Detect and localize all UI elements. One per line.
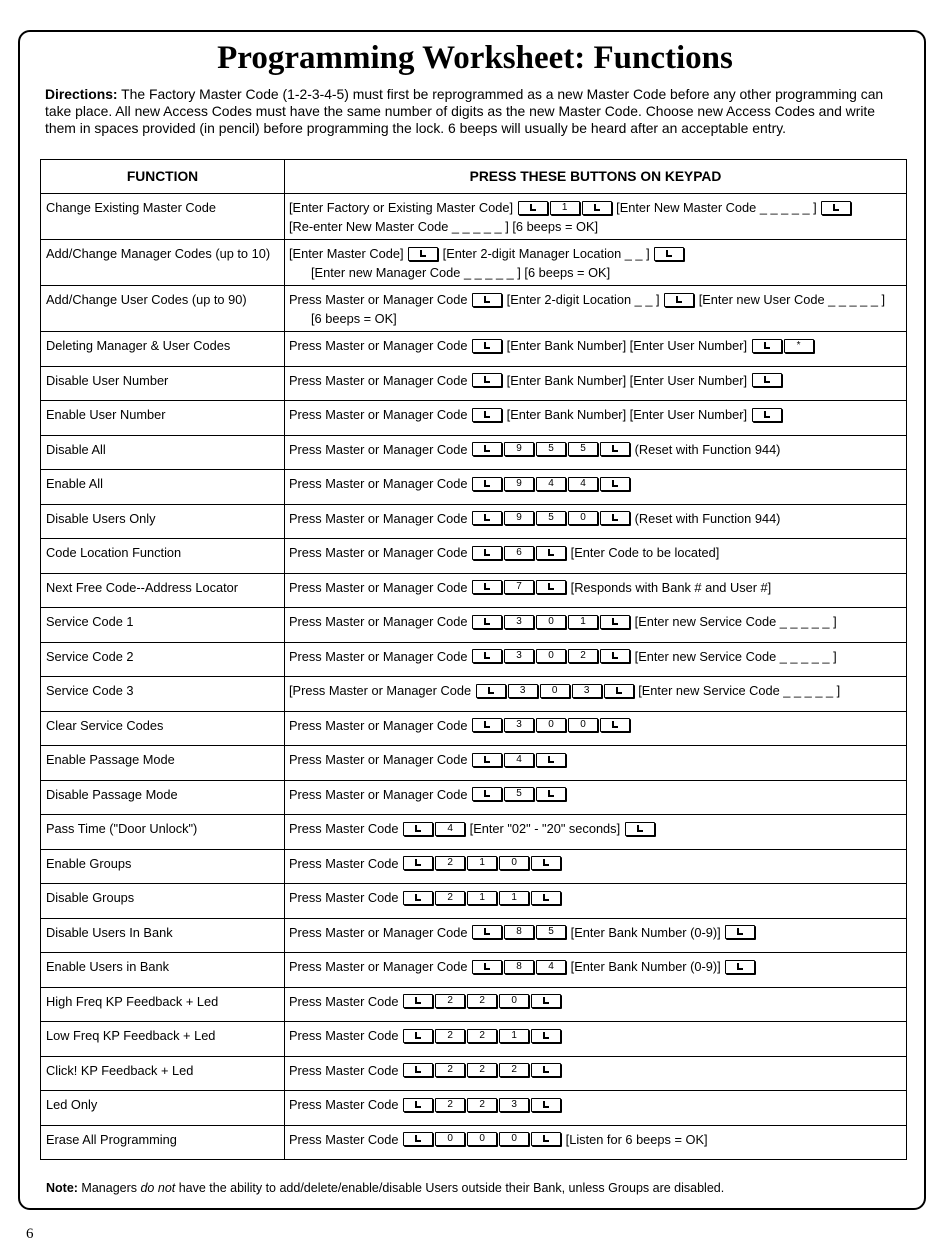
enter-key-icon bbox=[472, 511, 502, 525]
instruction-text: Press Master or Manager Code bbox=[289, 545, 472, 560]
function-name-cell: Disable Passage Mode bbox=[41, 780, 285, 815]
functions-table bbox=[40, 159, 907, 1160]
table-row bbox=[41, 711, 907, 746]
enter-key-icon bbox=[403, 891, 433, 905]
enter-key-icon bbox=[752, 373, 782, 387]
function-name-cell: Service Code 1 bbox=[41, 608, 285, 643]
table-row bbox=[41, 240, 907, 286]
enter-key-icon bbox=[408, 247, 438, 261]
keypad-instruction-line bbox=[289, 338, 902, 354]
digit-key-icon: 0 bbox=[568, 718, 598, 732]
digit-key-icon: 3 bbox=[508, 684, 538, 698]
enter-key-icon bbox=[531, 1063, 561, 1077]
keypad-instruction-line bbox=[289, 718, 902, 734]
enter-key-icon bbox=[472, 649, 502, 663]
digit-key-icon: 6 bbox=[504, 546, 534, 560]
digit-key-icon: 8 bbox=[504, 925, 534, 939]
enter-key-icon bbox=[600, 615, 630, 629]
instruction-text: Press Master or Manager Code bbox=[289, 338, 472, 353]
digit-key-icon: 3 bbox=[504, 718, 534, 732]
digit-key-icon: 1 bbox=[499, 1029, 529, 1043]
keypad-instruction-line bbox=[289, 246, 902, 262]
instruction-text: Press Master Code bbox=[289, 1131, 403, 1147]
enter-key-icon bbox=[604, 684, 634, 698]
table-row bbox=[41, 1056, 907, 1091]
star-key-icon: * bbox=[784, 339, 814, 353]
instruction-text: [Enter new Service Code _ _ _ _ _ ] bbox=[631, 648, 837, 664]
table-body bbox=[41, 194, 907, 1160]
enter-key-icon bbox=[536, 546, 566, 560]
keypad-sequence-cell bbox=[285, 987, 907, 1022]
instruction-text: [Enter new User Code _ _ _ _ _ ] bbox=[695, 292, 886, 307]
enter-key-icon bbox=[472, 373, 502, 387]
function-name-cell: Erase All Programming bbox=[41, 1125, 285, 1160]
table-row bbox=[41, 849, 907, 884]
function-name-cell: Add/Change User Codes (up to 90) bbox=[41, 286, 285, 332]
instruction-text: Press Master or Manager Code bbox=[289, 614, 472, 629]
keypad-instruction-line bbox=[289, 219, 902, 234]
digit-key-icon: 9 bbox=[504, 511, 534, 525]
digit-key-icon: 2 bbox=[435, 1063, 465, 1077]
keypad-instruction-line bbox=[289, 614, 902, 630]
table-row bbox=[41, 918, 907, 953]
function-name-cell: Disable User Number bbox=[41, 366, 285, 401]
digit-key-icon: 3 bbox=[572, 684, 602, 698]
keypad-instruction-line bbox=[289, 821, 902, 837]
table-row bbox=[41, 780, 907, 815]
instruction-text: [Listen for 6 beeps = OK] bbox=[562, 1131, 708, 1147]
instruction-text: [Enter Bank Number] [Enter User Number] bbox=[503, 338, 751, 353]
enter-key-icon bbox=[752, 339, 782, 353]
table-row bbox=[41, 435, 907, 470]
digit-key-icon: 1 bbox=[499, 891, 529, 905]
note-emphasis: do not bbox=[140, 1181, 176, 1195]
enter-key-icon bbox=[531, 856, 561, 870]
table-row bbox=[41, 884, 907, 919]
digit-key-icon: 0 bbox=[435, 1132, 465, 1146]
table-row bbox=[41, 194, 907, 240]
keypad-instruction-line bbox=[289, 580, 902, 596]
table-row bbox=[41, 1091, 907, 1126]
enter-key-icon bbox=[472, 718, 502, 732]
enter-key-icon bbox=[600, 718, 630, 732]
digit-key-icon: 3 bbox=[504, 649, 534, 663]
enter-key-icon bbox=[403, 1063, 433, 1077]
keypad-sequence-cell bbox=[285, 286, 907, 332]
enter-key-icon bbox=[472, 408, 502, 422]
function-name-cell: Next Free Code--Address Locator bbox=[41, 573, 285, 608]
keypad-instruction-line bbox=[289, 545, 902, 561]
keypad-instruction-line bbox=[289, 511, 902, 527]
instruction-text: [Enter 2-digit Manager Location _ _ ] bbox=[439, 246, 654, 261]
instruction-text: Press Master or Manager Code bbox=[289, 959, 472, 974]
function-name-cell: Disable Users In Bank bbox=[41, 918, 285, 953]
directions-paragraph bbox=[45, 86, 905, 137]
enter-key-icon bbox=[536, 753, 566, 767]
keypad-sequence-cell bbox=[285, 332, 907, 367]
instruction-text: [Enter Bank Number] [Enter User Number] bbox=[503, 407, 751, 422]
keypad-sequence-cell bbox=[285, 746, 907, 781]
function-name-cell: Clear Service Codes bbox=[41, 711, 285, 746]
note-text-before: Managers bbox=[77, 1181, 141, 1195]
instruction-text: Press Master Code bbox=[289, 1028, 403, 1043]
digit-key-icon: 0 bbox=[467, 1132, 497, 1146]
keypad-instruction-line bbox=[289, 683, 902, 699]
instruction-text: [Enter Factory or Existing Master Code] bbox=[289, 200, 517, 215]
enter-key-icon bbox=[582, 201, 612, 215]
digit-key-icon: 3 bbox=[499, 1098, 529, 1112]
function-name-cell: Service Code 3 bbox=[41, 677, 285, 712]
enter-key-icon bbox=[403, 1098, 433, 1112]
instruction-text: [Enter Bank Number (0-9)] bbox=[567, 924, 725, 940]
instruction-text: Press Master or Manager Code bbox=[289, 648, 472, 664]
enter-key-icon bbox=[472, 442, 502, 456]
digit-key-icon: 5 bbox=[536, 925, 566, 939]
instruction-text: Press Master Code bbox=[289, 1062, 403, 1078]
enter-key-icon bbox=[536, 787, 566, 801]
keypad-instruction-line bbox=[289, 752, 902, 768]
function-name-cell: Change Existing Master Code bbox=[41, 194, 285, 240]
instruction-text: Press Master or Manager Code bbox=[289, 372, 472, 388]
table-row bbox=[41, 286, 907, 332]
enter-key-icon bbox=[472, 615, 502, 629]
instruction-text: [Enter new Service Code _ _ _ _ _ ] bbox=[631, 614, 837, 629]
instruction-text: [Enter Bank Number (0-9)] bbox=[567, 959, 725, 974]
function-name-cell: Enable Users in Bank bbox=[41, 953, 285, 988]
enter-key-icon bbox=[476, 684, 506, 698]
digit-key-icon: 9 bbox=[504, 442, 534, 456]
table-row bbox=[41, 987, 907, 1022]
keypad-instruction-line bbox=[289, 442, 902, 458]
digit-key-icon: 3 bbox=[504, 615, 534, 629]
keypad-sequence-cell bbox=[285, 504, 907, 539]
keypad-column-header: PRESS THESE BUTTONS ON KEYPAD bbox=[285, 160, 907, 194]
function-column-header: FUNCTION bbox=[41, 160, 285, 194]
instruction-text: [Enter Master Code] bbox=[289, 246, 408, 261]
table-row bbox=[41, 677, 907, 712]
enter-key-icon bbox=[518, 201, 548, 215]
enter-key-icon bbox=[536, 580, 566, 594]
instruction-text: Press Master or Manager Code bbox=[289, 786, 472, 802]
keypad-sequence-cell bbox=[285, 918, 907, 953]
enter-key-icon bbox=[654, 247, 684, 261]
enter-key-icon bbox=[600, 511, 630, 525]
table-row bbox=[41, 746, 907, 781]
digit-key-icon: 2 bbox=[467, 1098, 497, 1112]
instruction-text: Press Master or Manager Code bbox=[289, 579, 472, 595]
keypad-instruction-line bbox=[289, 373, 902, 389]
instruction-text: [Press Master or Manager Code bbox=[289, 683, 475, 698]
digit-key-icon: 1 bbox=[467, 856, 497, 870]
digit-key-icon: 5 bbox=[536, 511, 566, 525]
instruction-text: Press Master Code bbox=[289, 855, 403, 871]
digit-key-icon: 2 bbox=[435, 891, 465, 905]
keypad-sequence-cell bbox=[285, 953, 907, 988]
digit-key-icon: 2 bbox=[467, 1063, 497, 1077]
digit-key-icon: 0 bbox=[540, 684, 570, 698]
digit-key-icon: 2 bbox=[435, 994, 465, 1008]
table-row bbox=[41, 953, 907, 988]
function-name-cell: Enable Passage Mode bbox=[41, 746, 285, 781]
keypad-sequence-cell bbox=[285, 240, 907, 286]
function-name-cell: Led Only bbox=[41, 1091, 285, 1126]
enter-key-icon bbox=[625, 822, 655, 836]
digit-key-icon: 4 bbox=[435, 822, 465, 836]
table-row bbox=[41, 608, 907, 643]
digit-key-icon: 0 bbox=[536, 649, 566, 663]
instruction-text: Press Master or Manager Code bbox=[289, 292, 472, 307]
digit-key-icon: 0 bbox=[536, 615, 566, 629]
digit-key-icon: 4 bbox=[536, 960, 566, 974]
instruction-text: Press Master or Manager Code bbox=[289, 924, 472, 940]
enter-key-icon bbox=[531, 1132, 561, 1146]
function-name-cell: Service Code 2 bbox=[41, 642, 285, 677]
keypad-sequence-cell bbox=[285, 642, 907, 677]
keypad-instruction-line bbox=[289, 200, 902, 216]
function-name-cell: Click! KP Feedback + Led bbox=[41, 1056, 285, 1091]
enter-key-icon bbox=[472, 960, 502, 974]
function-name-cell: Pass Time ("Door Unlock") bbox=[41, 815, 285, 850]
enter-key-icon bbox=[403, 856, 433, 870]
keypad-instruction-line bbox=[289, 649, 902, 665]
keypad-sequence-cell bbox=[285, 539, 907, 574]
digit-key-icon: 1 bbox=[568, 615, 598, 629]
function-name-cell: Disable Users Only bbox=[41, 504, 285, 539]
directions-text: The Factory Master Code (1-2-3-4-5) must first be reprogrammed as a new Master Code before any other programming can take place. All new Access Codes must have the same number of digits as the new Master Code. Choose new Access Codes and write them in spaces provided (in pencil) before programming the lock. 6 beeps will usually be heard after an acceptable entry. bbox=[45, 86, 884, 136]
enter-key-icon bbox=[472, 477, 502, 491]
instruction-text: [Enter 2-digit Location _ _ ] bbox=[503, 292, 664, 307]
instruction-text: Press Master or Manager Code bbox=[289, 752, 472, 767]
digit-key-icon: 1 bbox=[467, 891, 497, 905]
note-label: Note: bbox=[46, 1181, 78, 1195]
enter-key-icon bbox=[725, 925, 755, 939]
function-name-cell: Disable Groups bbox=[41, 884, 285, 919]
keypad-sequence-cell bbox=[285, 1125, 907, 1160]
function-name-cell: Add/Change Manager Codes (up to 10) bbox=[41, 240, 285, 286]
keypad-instruction-line bbox=[289, 959, 902, 975]
note-text-after: have the ability to add/delete/enable/disable Users outside their Bank, unless Groups are disabled. bbox=[175, 1181, 725, 1195]
table-row bbox=[41, 470, 907, 505]
instruction-text: [Enter new Service Code _ _ _ _ _ ] bbox=[634, 683, 841, 698]
digit-key-icon: 4 bbox=[504, 753, 534, 767]
instruction-text: Press Master or Manager Code bbox=[289, 510, 472, 526]
enter-key-icon bbox=[531, 994, 561, 1008]
digit-key-icon: 0 bbox=[536, 718, 566, 732]
table-row bbox=[41, 815, 907, 850]
digit-key-icon: 2 bbox=[467, 1029, 497, 1043]
function-name-cell: Enable Groups bbox=[41, 849, 285, 884]
directions-label: Directions: bbox=[45, 86, 118, 102]
enter-key-icon bbox=[472, 293, 502, 307]
table-row bbox=[41, 1125, 907, 1160]
table-header-row bbox=[41, 160, 907, 194]
digit-key-icon: 2 bbox=[568, 649, 598, 663]
digit-key-icon: 4 bbox=[568, 477, 598, 491]
enter-key-icon bbox=[472, 787, 502, 801]
keypad-instruction-line bbox=[289, 994, 902, 1010]
keypad-instruction-line bbox=[289, 407, 902, 423]
enter-key-icon bbox=[472, 580, 502, 594]
enter-key-icon bbox=[403, 822, 433, 836]
keypad-sequence-cell bbox=[285, 677, 907, 712]
keypad-instruction-line bbox=[289, 1063, 902, 1079]
keypad-sequence-cell bbox=[285, 573, 907, 608]
enter-key-icon bbox=[600, 477, 630, 491]
enter-key-icon bbox=[725, 960, 755, 974]
enter-key-icon bbox=[752, 408, 782, 422]
keypad-sequence-cell bbox=[285, 194, 907, 240]
table-row bbox=[41, 1022, 907, 1057]
keypad-sequence-cell bbox=[285, 435, 907, 470]
digit-key-icon: 7 bbox=[504, 580, 534, 594]
keypad-instruction-line bbox=[289, 925, 902, 941]
enter-key-icon bbox=[821, 201, 851, 215]
keypad-sequence-cell bbox=[285, 884, 907, 919]
instruction-text: [6 beeps = OK] bbox=[311, 310, 397, 326]
keypad-instruction-line bbox=[289, 476, 902, 492]
keypad-sequence-cell bbox=[285, 401, 907, 436]
function-name-cell: Deleting Manager & User Codes bbox=[41, 332, 285, 367]
instruction-text: [Enter "02" - "20" seconds] bbox=[466, 821, 624, 836]
table-row bbox=[41, 332, 907, 367]
table-row bbox=[41, 539, 907, 574]
enter-key-icon bbox=[403, 1132, 433, 1146]
instruction-text: [Enter new Manager Code _ _ _ _ _ ] [6 beeps = OK] bbox=[311, 264, 611, 280]
keypad-sequence-cell bbox=[285, 1056, 907, 1091]
digit-key-icon: 5 bbox=[504, 787, 534, 801]
enter-key-icon bbox=[472, 753, 502, 767]
digit-key-icon: 1 bbox=[550, 201, 580, 215]
enter-key-icon bbox=[472, 925, 502, 939]
table-row bbox=[41, 504, 907, 539]
enter-key-icon bbox=[531, 1029, 561, 1043]
enter-key-icon bbox=[531, 1098, 561, 1112]
digit-key-icon: 5 bbox=[536, 442, 566, 456]
function-name-cell: Enable User Number bbox=[41, 401, 285, 436]
keypad-sequence-cell bbox=[285, 1091, 907, 1126]
keypad-sequence-cell bbox=[285, 849, 907, 884]
digit-key-icon: 0 bbox=[568, 511, 598, 525]
enter-key-icon bbox=[664, 293, 694, 307]
instruction-text: [Re-enter New Master Code _ _ _ _ _ ] [6 beeps = OK] bbox=[289, 218, 599, 234]
instruction-text: (Reset with Function 944) bbox=[631, 441, 781, 457]
keypad-instruction-line bbox=[289, 856, 902, 872]
instruction-text: Press Master or Manager Code bbox=[289, 441, 472, 457]
instruction-text: [Enter Bank Number] [Enter User Number] bbox=[503, 372, 751, 388]
keypad-instruction-line bbox=[289, 311, 902, 326]
function-name-cell: High Freq KP Feedback + Led bbox=[41, 987, 285, 1022]
instruction-text: [Enter New Master Code _ _ _ _ _ ] bbox=[612, 200, 821, 215]
table-row bbox=[41, 401, 907, 436]
table-row bbox=[41, 366, 907, 401]
table-row bbox=[41, 573, 907, 608]
function-name-cell: Disable All bbox=[41, 435, 285, 470]
keypad-sequence-cell bbox=[285, 815, 907, 850]
keypad-instruction-line bbox=[289, 1132, 902, 1148]
page-title: Programming Worksheet: Functions bbox=[217, 40, 733, 76]
keypad-sequence-cell bbox=[285, 711, 907, 746]
digit-key-icon: 4 bbox=[536, 477, 566, 491]
function-name-cell: Code Location Function bbox=[41, 539, 285, 574]
digit-key-icon: 8 bbox=[504, 960, 534, 974]
digit-key-icon: 2 bbox=[435, 856, 465, 870]
keypad-instruction-line bbox=[289, 787, 902, 803]
keypad-instruction-line bbox=[289, 292, 902, 308]
digit-key-icon: 2 bbox=[467, 994, 497, 1008]
instruction-text: [Enter Code to be located] bbox=[567, 545, 720, 560]
digit-key-icon: 2 bbox=[499, 1063, 529, 1077]
instruction-text: Press Master or Manager Code bbox=[289, 717, 472, 733]
function-name-cell: Enable All bbox=[41, 470, 285, 505]
keypad-instruction-line bbox=[289, 265, 902, 280]
keypad-sequence-cell bbox=[285, 366, 907, 401]
digit-key-icon: 5 bbox=[568, 442, 598, 456]
enter-key-icon bbox=[531, 891, 561, 905]
keypad-sequence-cell bbox=[285, 470, 907, 505]
page-number: 6 bbox=[26, 1226, 34, 1242]
instruction-text: Press Master Code bbox=[289, 821, 403, 836]
table-row bbox=[41, 642, 907, 677]
digit-key-icon: 2 bbox=[435, 1098, 465, 1112]
instruction-text: Press Master Code bbox=[289, 993, 403, 1009]
enter-key-icon bbox=[472, 339, 502, 353]
keypad-instruction-line bbox=[289, 1097, 902, 1113]
keypad-sequence-cell bbox=[285, 780, 907, 815]
keypad-sequence-cell bbox=[285, 608, 907, 643]
digit-key-icon: 2 bbox=[435, 1029, 465, 1043]
enter-key-icon bbox=[403, 994, 433, 1008]
instruction-text: Press Master or Manager Code bbox=[289, 476, 472, 491]
enter-key-icon bbox=[403, 1029, 433, 1043]
digit-key-icon: 0 bbox=[499, 994, 529, 1008]
instruction-text: Press Master Code bbox=[289, 890, 403, 905]
function-name-cell: Low Freq KP Feedback + Led bbox=[41, 1022, 285, 1057]
instruction-text: [Responds with Bank # and User #] bbox=[567, 579, 772, 595]
instruction-text: (Reset with Function 944) bbox=[631, 510, 781, 526]
digit-key-icon: 0 bbox=[499, 1132, 529, 1146]
enter-key-icon bbox=[472, 546, 502, 560]
keypad-instruction-line bbox=[289, 1028, 902, 1044]
instruction-text: Press Master or Manager Code bbox=[289, 407, 472, 422]
keypad-instruction-line bbox=[289, 890, 902, 906]
instruction-text: Press Master Code bbox=[289, 1097, 403, 1112]
enter-key-icon bbox=[600, 649, 630, 663]
enter-key-icon bbox=[600, 442, 630, 456]
note bbox=[46, 1181, 724, 1195]
digit-key-icon: 0 bbox=[499, 856, 529, 870]
keypad-sequence-cell bbox=[285, 1022, 907, 1057]
digit-key-icon: 9 bbox=[504, 477, 534, 491]
